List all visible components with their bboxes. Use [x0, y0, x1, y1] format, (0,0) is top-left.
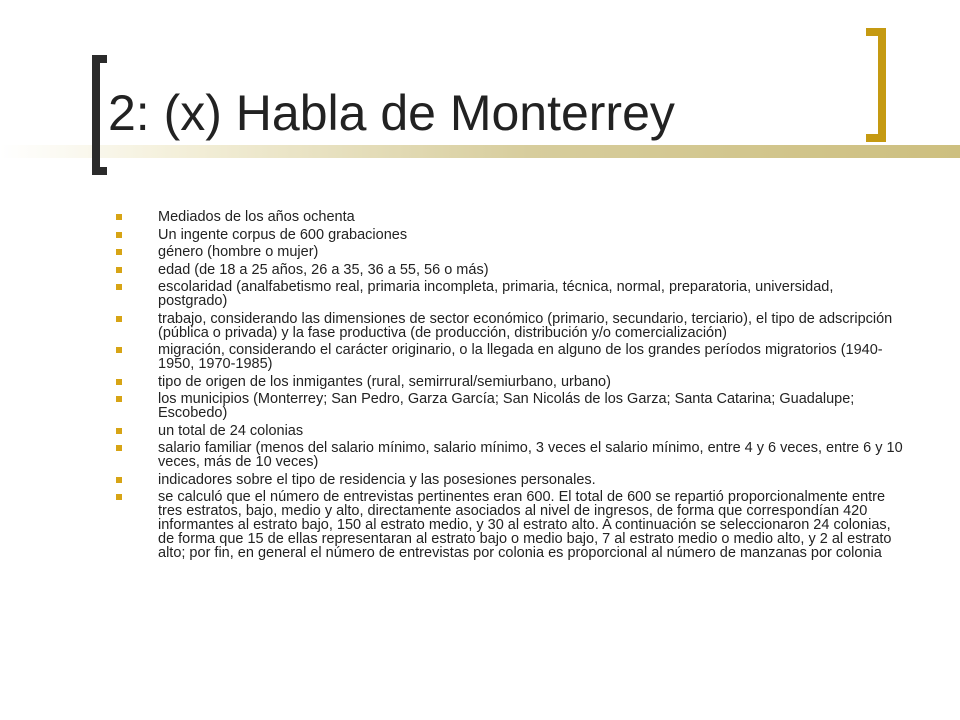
left-bracket-decoration: [92, 55, 107, 175]
title-accent-band: [0, 145, 960, 158]
bullet-item: [116, 280, 906, 308]
bullet-text: Mediados de los años ochenta: [158, 209, 355, 225]
slide-title: 2: (x) Habla de Monterrey: [108, 85, 675, 141]
bullet-item: [116, 312, 906, 340]
bullet-text: salario familiar (menos del salario mínimo, salario mínimo, 3 veces el salario mínimo, entre 4 y 6 veces, entre 6 y 10 veces, más de 10 veces): [158, 440, 903, 470]
square-bullet-icon: [116, 267, 122, 273]
bullet-text: género (hombre o mujer): [158, 244, 319, 260]
square-bullet-icon: [116, 379, 122, 385]
square-bullet-icon: [116, 494, 122, 500]
bullet-text: Un ingente corpus de 600 grabaciones: [158, 226, 408, 243]
square-bullet-icon: [116, 284, 122, 290]
square-bullet-icon: [116, 477, 122, 483]
square-bullet-icon: [116, 316, 122, 322]
bullet-item: [116, 210, 906, 224]
bullet-item: [116, 343, 906, 371]
square-bullet-icon: [116, 445, 122, 451]
bullet-item: [116, 263, 906, 277]
square-bullet-icon: [116, 214, 122, 220]
bullet-text: un total de 24 colonias: [158, 422, 304, 439]
bullet-item: [116, 392, 906, 420]
square-bullet-icon: [116, 347, 122, 353]
bullet-text: se calculó que el número de entrevistas pertinentes eran 600. El total de 600 se repartió proporcionalmente entre tres estratos, bajo, medio y alto, directamente asociados al nivel de ingresos, de forma que correspondían 420 informantes al estrato bajo, 150 al estrato medio, y 30 al estrato alto. A continuación se seleccionaron 24 colonias, de forma que 15 de ellas representaran al estrato bajo o medio bajo, 7 al estrato medio o medio alto, y 2 al estrato alto; por fin, en general el número de entrevistas por colonia es proporcional al número de manzanas por colonia: [158, 489, 892, 561]
bullet-item: [116, 473, 906, 487]
right-bracket-decoration: [866, 28, 886, 142]
bullet-item: [116, 424, 906, 438]
bullet-text: indicadores sobre el tipo de residencia y las posesiones personales.: [158, 471, 596, 488]
bullet-item: [116, 228, 906, 242]
bullet-text: escolaridad (analfabetismo real, primaria incompleta, primaria, técnica, normal, preparatoria, universidad, postgrado): [158, 279, 834, 309]
bullet-item: [116, 375, 906, 389]
square-bullet-icon: [116, 396, 122, 402]
square-bullet-icon: [116, 232, 122, 238]
bullet-item: [116, 245, 906, 259]
bullet-list: [116, 210, 906, 564]
bullet-text: los municipios (Monterrey; San Pedro, Garza García; San Nicolás de los Garza; Santa Catarina; Guadalupe; Escobedo): [158, 391, 855, 421]
square-bullet-icon: [116, 249, 122, 255]
bullet-item: [116, 441, 906, 469]
bullet-text: migración, considerando el carácter originario, o la llegada en alguno de los grandes períodos migratorios (1940-1950, 1970-1985): [158, 342, 883, 372]
bullet-text: edad (de 18 a 25 años, 26 a 35, 36 a 55, 56 o más): [158, 261, 489, 278]
bullet-text: tipo de origen de los inmigantes (rural, semirrural/semiurbano, urbano): [158, 373, 611, 390]
square-bullet-icon: [116, 428, 122, 434]
bullet-text: trabajo, considerando las dimensiones de sector económico (primario, secundario, terciario), el tipo de adscripción (pública o privada) y la fase productiva (de producción, distribución y/o comercialización): [158, 310, 893, 341]
bullet-item: [116, 490, 906, 560]
